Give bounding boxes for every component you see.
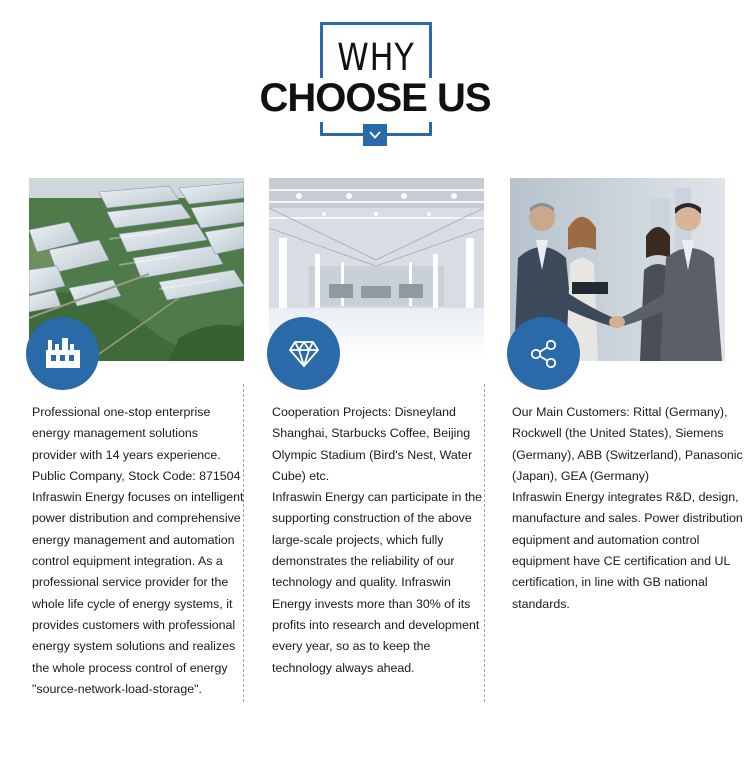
heading-line-2: CHOOSE US: [259, 76, 491, 120]
card-3-paragraph-2: Infraswin Energy integrates R&D, design, manufacture and sales. Power distribution equipment and automation control equipment have CE certification and UL certification, in line with GB national standards.: [512, 490, 743, 611]
section-header: [0, 0, 750, 170]
column-divider: [484, 384, 485, 702]
card-1-text: [32, 402, 244, 700]
card-3-paragraph-1: Our Main Customers: Rittal (Germany), Rockwell (the United States), Siemens (Germany), ABB (Switzerland), Panasonic (Japan), GEA (Germany): [512, 405, 743, 483]
card-3-text: [512, 402, 748, 615]
heading-line-1: WHY: [337, 36, 415, 79]
card-2-paragraph-2: Infraswin Energy can participate in the supporting construction of the above large-scale projects, which fully demonstrates the reliability of our technology and quality. Infraswin Energy invests more than 30% of its profits into research and development every year, so as to keep the technology always ahead.: [272, 490, 483, 675]
card-1-paragraph-1: Professional one-stop enterprise energy management solutions provider with 14 years experience. Public Company, Stock Code: 871504: [32, 405, 241, 483]
diamond-icon: [267, 317, 340, 390]
share-network-icon: [507, 317, 580, 390]
card-2-text: [272, 402, 484, 679]
chevron-down-icon: [363, 124, 387, 146]
card-2-paragraph-1: Cooperation Projects: Disneyland Shanghai, Starbucks Coffee, Beijing Olympic Stadium (Bird's Nest, Water Cube) etc.: [272, 405, 473, 483]
card-1-paragraph-2: Infraswin Energy focuses on intelligent power distribution and comprehensive energy management and automation control equipment integration. As a professional service provider for the whole life cycle of energy systems, it provides customers with professional energy system solutions and realizes the whole process control of energy "source-network-load-storage".: [32, 490, 244, 696]
factory-icon: [26, 317, 99, 390]
